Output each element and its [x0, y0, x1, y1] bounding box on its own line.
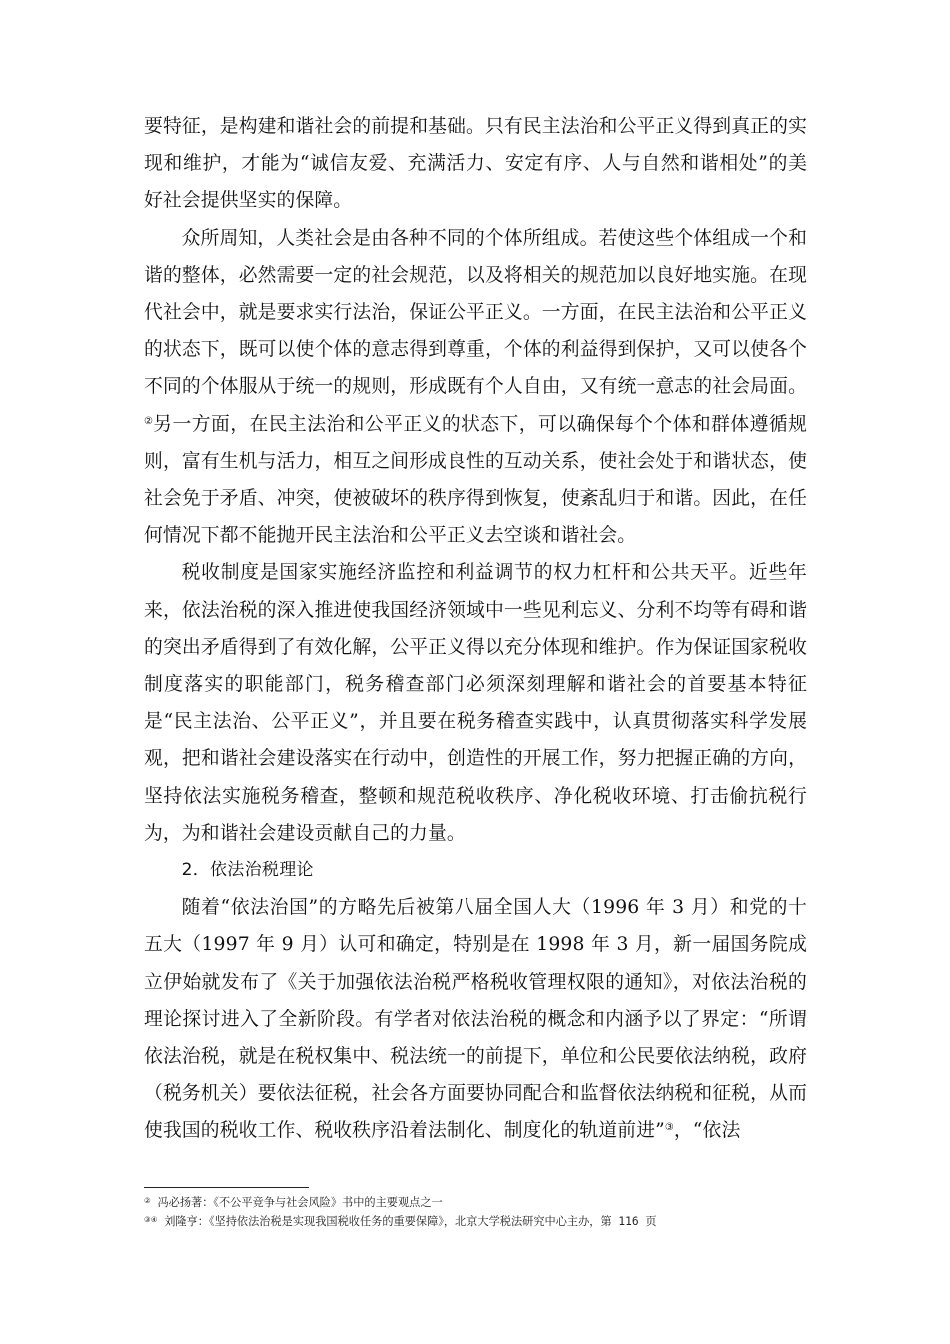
footnote	[144, 1212, 824, 1231]
footnote-reference: ③	[664, 1122, 674, 1134]
paragraph-text: 随着“依法治国”的方略先后被第八届全国人大（1996 年 3 月）和党的十五大（1997 年 9 月）认可和确定，特别是在 1998 年 3 月，新一届国务院成立伊始就发布了《关于加强依法治税严格税收管理权限的通知》，对依法治税的理论探讨进入了全新阶段。有学者对依法治税的概念和内涵予以了界定：“所谓依法治税，就是在税权集中、税法统一的前提下，单位和公民要依法纳税，政府（税务机关）要依法征税，社会各方面要协同配合和监督依法纳税和征税，从而使我国的税收工作、税收秩序沿着法制化、制度化的轨道前进”	[144, 897, 807, 1142]
body-text	[144, 108, 807, 1150]
footnote-mark: ③④	[144, 1215, 158, 1224]
paragraph-text: ，“依法	[673, 1120, 741, 1142]
footnote	[144, 1193, 824, 1212]
paragraph-text: 众所周知，人类社会是由各种不同的个体所组成。若使这些个体组成一个和谐的整体，必然需要一定的社会规范，以及将相关的规范加以良好地实施。在现代社会中，就是要求实行法治，保证公平正义。一方面，在民主法治和公平正义的状态下，既可以使个体的意志得到尊重，个体的利益得到保护，又可以使各个不同的个体服从于统一的规则，形成既有个人自由，又有统一意志的社会局面。	[144, 227, 807, 398]
footnote-text: 刘隆亨：《坚持依法治税是实现我国税收任务的重要保障》，北京大学税法研究中心主办，第 116 页	[157, 1215, 657, 1228]
footnotes	[144, 1193, 824, 1231]
footnote-divider	[144, 1187, 309, 1188]
footnote-reference: ②	[144, 415, 154, 427]
paragraph: 税收制度是国家实施经济监控和利益调节的权力杠杆和公共天平。近些年来，依法治税的深入推进使我国经济领域中一些见利忘义、分利不均等有碍和谐的突出矛盾得到了有效化解，公平正义得以充分体现和维护。作为保证国家税收制度落实的职能部门，税务稽查部门必须深刻理解和谐社会的首要基本特征是“民主法治、公平正义”，并且要在税务稽查实践中，认真贯彻落实科学发展观，把和谐社会建设落实在行动中，创造性的开展工作，努力把握正确的方向，坚持依法实施税务稽查，整顿和规范税收秩序、净化税收环境、打击偷抗税行为，为和谐社会建设贡献自己的力量。	[144, 562, 807, 844]
footnote-mark: ②	[144, 1196, 151, 1205]
footnote-text: 冯必扬著：《不公平竞争与社会风险》书中的主要观点之一	[150, 1196, 443, 1209]
paragraph-text: 另一方面，在民主法治和公平正义的状态下，可以确保每个个体和群体遵循规则，富有生机与活力，相互之间形成良性的互动关系，使社会处于和谐状态，使社会免于矛盾、冲突，使被破坏的秩序得到恢复，使紊乱归于和谐。因此，在任何情况下都不能抛开民主法治和公平正义去空谈和谐社会。	[144, 413, 807, 547]
paragraph: 要特征，是构建和谐社会的前提和基础。只有民主法治和公平正义得到真正的实现和维护，才能为“诚信友爱、充满活力、安定有序、人与自然和谐相处”的美好社会提供坚实的保障。	[144, 116, 807, 212]
paragraph	[144, 889, 807, 1149]
section-heading: 2．依法治税理论	[181, 860, 314, 881]
paragraph	[144, 220, 807, 555]
